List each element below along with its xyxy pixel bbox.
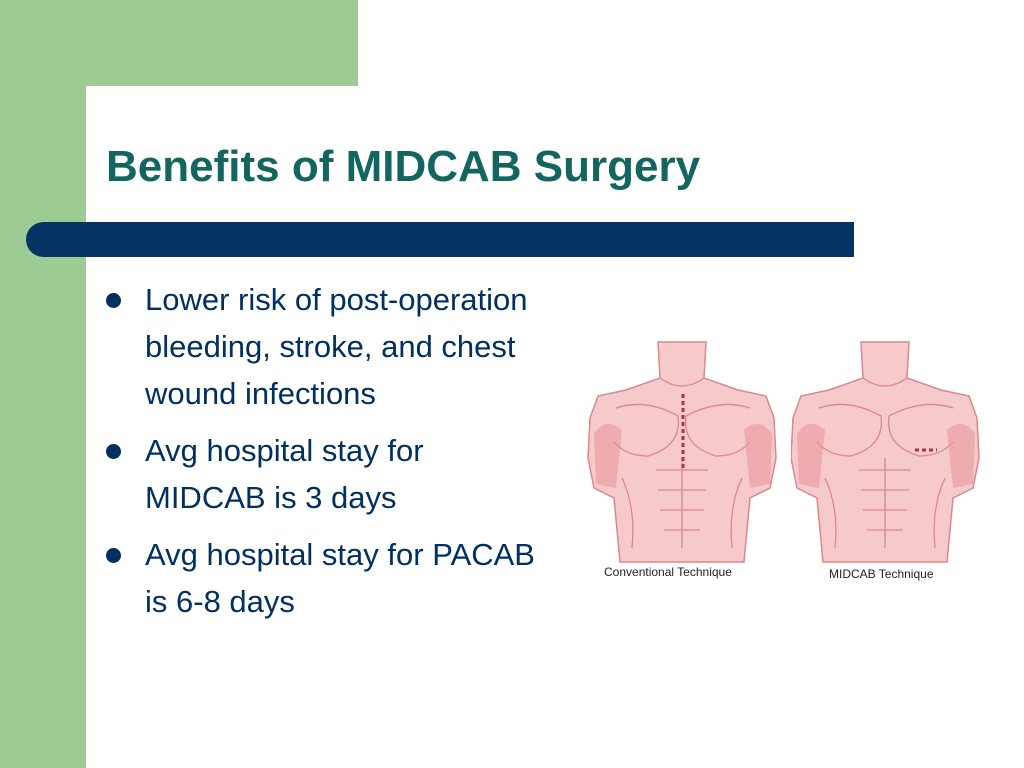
bullet-item — [104, 276, 544, 417]
slide-title: Benefits of MIDCAB Surgery — [106, 142, 701, 191]
bullet-item — [104, 427, 544, 521]
surgery-comparison-figure — [586, 338, 983, 586]
left-accent-strip — [0, 0, 86, 768]
bullet-text: Avg hospital stay for MIDCAB is 3 days — [145, 433, 424, 515]
midcab-technique-caption: MIDCAB Technique — [829, 567, 934, 581]
bullet-text: Avg hospital stay for PACAB is 6-8 days — [145, 537, 535, 619]
bullet-list — [104, 276, 544, 635]
bullet-dot-icon — [106, 293, 121, 308]
title-divider-bar — [26, 222, 854, 257]
bullet-dot-icon — [106, 548, 121, 563]
conventional-torso-illustration — [586, 338, 781, 566]
bullet-text: Lower risk of post-operation bleeding, stroke, and chest wound infections — [145, 282, 528, 411]
conventional-technique-caption: Conventional Technique — [604, 565, 732, 579]
bullet-item — [104, 531, 544, 625]
bullet-dot-icon — [106, 444, 121, 459]
midcab-torso-illustration — [791, 338, 983, 566]
